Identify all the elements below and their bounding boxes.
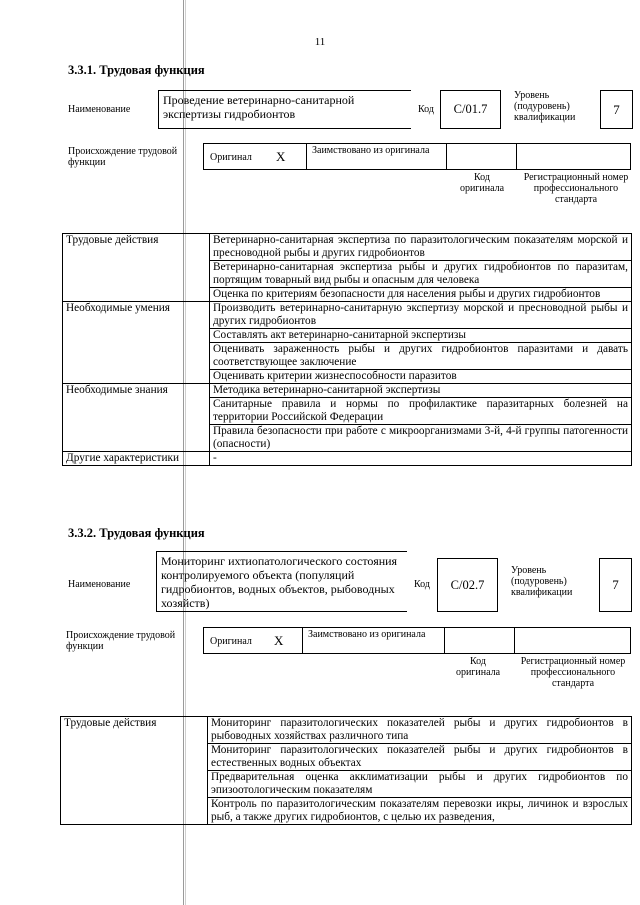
code-value: C/01.7: [440, 90, 501, 129]
row-item: Ветеринарно-санитарная экспертиза рыбы и других гидробионтов по паразитам, портящим товарный вид рыбы и опасным для человека: [210, 261, 632, 288]
row-category: Трудовые действия: [61, 717, 208, 825]
table-row: [61, 717, 632, 744]
row-item: Предварительная оценка акклиматизации рыбы и других гидробионтов по эпизоотологическим показателям: [208, 771, 632, 798]
table-row: [63, 452, 632, 466]
original-mark: X: [274, 633, 284, 648]
row-item: -: [210, 452, 632, 466]
function-table: [60, 716, 632, 825]
row-item: Производить ветеринарно-санитарную экспертизу морской и пресноводной рыбы и других гидробионтов: [210, 302, 632, 329]
row-item: Мониторинг паразитологических показателей рыбы и других гидробионтов в рыбоводных хозяйствах различного типа: [208, 717, 632, 744]
row-item: Составлять акт ветеринарно-санитарной экспертизы: [210, 329, 632, 343]
code-original-label: Код оригинала: [455, 656, 501, 678]
row-category: Необходимые знания: [63, 384, 210, 452]
level-value: 7: [599, 558, 632, 612]
reg-number-label: Регистрационный номер профессионального стандарта: [523, 172, 629, 205]
original-label: Оригинал: [210, 152, 252, 163]
row-item: Методика ветеринарно-санитарной экспертизы: [210, 384, 632, 398]
section-title: 3.3.2. Трудовая функция: [68, 526, 205, 540]
row-item: Санитарные правила и нормы по профилактике паразитарных болезней на территории Российской Федерации: [210, 398, 632, 425]
divider: [446, 143, 447, 170]
reg-number-label: Регистрационный номер профессионального стандарта: [520, 656, 626, 689]
table-row: [63, 302, 632, 329]
table-row: [63, 234, 632, 261]
divider: [302, 627, 303, 654]
code-label: Код: [418, 104, 434, 115]
divider: [444, 627, 445, 654]
row-item: Ветеринарно-санитарная экспертиза по паразитологическим показателям морской и пресноводной рыбы и других гидробионтов: [210, 234, 632, 261]
divider: [514, 627, 515, 654]
row-item: Контроль по паразитологическим показателям перевозки икры, личинок и взрослых рыб, а также других гидробионтов, с целью их разведения,: [208, 798, 632, 825]
row-item: Оценивать критерии жизнеспособности паразитов: [210, 370, 632, 384]
section-title: 3.3.1. Трудовая функция: [68, 63, 205, 77]
origin-label: Происхождение трудовой функции: [68, 146, 178, 168]
name-label: Наименование: [68, 579, 131, 590]
name-label: Наименование: [68, 104, 131, 115]
row-item: Правила безопасности при работе с микроорганизмами 3-й, 4-й группы патогенности (опасности): [210, 425, 632, 452]
borrowed-label: Заимствовано из оригинала: [312, 145, 430, 156]
page-number: 11: [314, 36, 326, 48]
function-name: Мониторинг ихтиопатологического состояния контролируемого объекта (популяций гидробионтов, водных объектов, рыбоводных хозяйств): [156, 551, 407, 612]
divider: [516, 143, 517, 170]
level-label: Уровень (подуровень) квалификации: [511, 565, 573, 598]
row-category: Трудовые действия: [63, 234, 210, 302]
row-category: Необходимые умения: [63, 302, 210, 384]
code-original-label: Код оригинала: [459, 172, 505, 194]
row-item: Оценка по критериям безопасности для населения рыбы и других гидробионтов: [210, 288, 632, 302]
original-mark: X: [276, 149, 286, 164]
row-item: Оценивать зараженность рыбы и других гидробионтов паразитами и давать соответствующее заключение: [210, 343, 632, 370]
function-name: Проведение ветеринарно-санитарной экспертизы гидробионтов: [158, 90, 411, 129]
row-category: Другие характеристики: [63, 452, 210, 466]
code-value: C/02.7: [437, 558, 498, 612]
function-table: [62, 233, 632, 466]
borrowed-label: Заимствовано из оригинала: [308, 629, 426, 640]
original-label: Оригинал: [210, 636, 252, 647]
row-item: Мониторинг паразитологических показателей рыбы и других гидробионтов в естественных водных объектах: [208, 744, 632, 771]
level-label: Уровень (подуровень) квалификации: [514, 90, 576, 123]
origin-label: Происхождение трудовой функции: [66, 630, 176, 652]
code-label: Код: [414, 579, 430, 590]
divider: [306, 143, 307, 170]
table-row: [63, 384, 632, 398]
level-value: 7: [600, 90, 633, 129]
